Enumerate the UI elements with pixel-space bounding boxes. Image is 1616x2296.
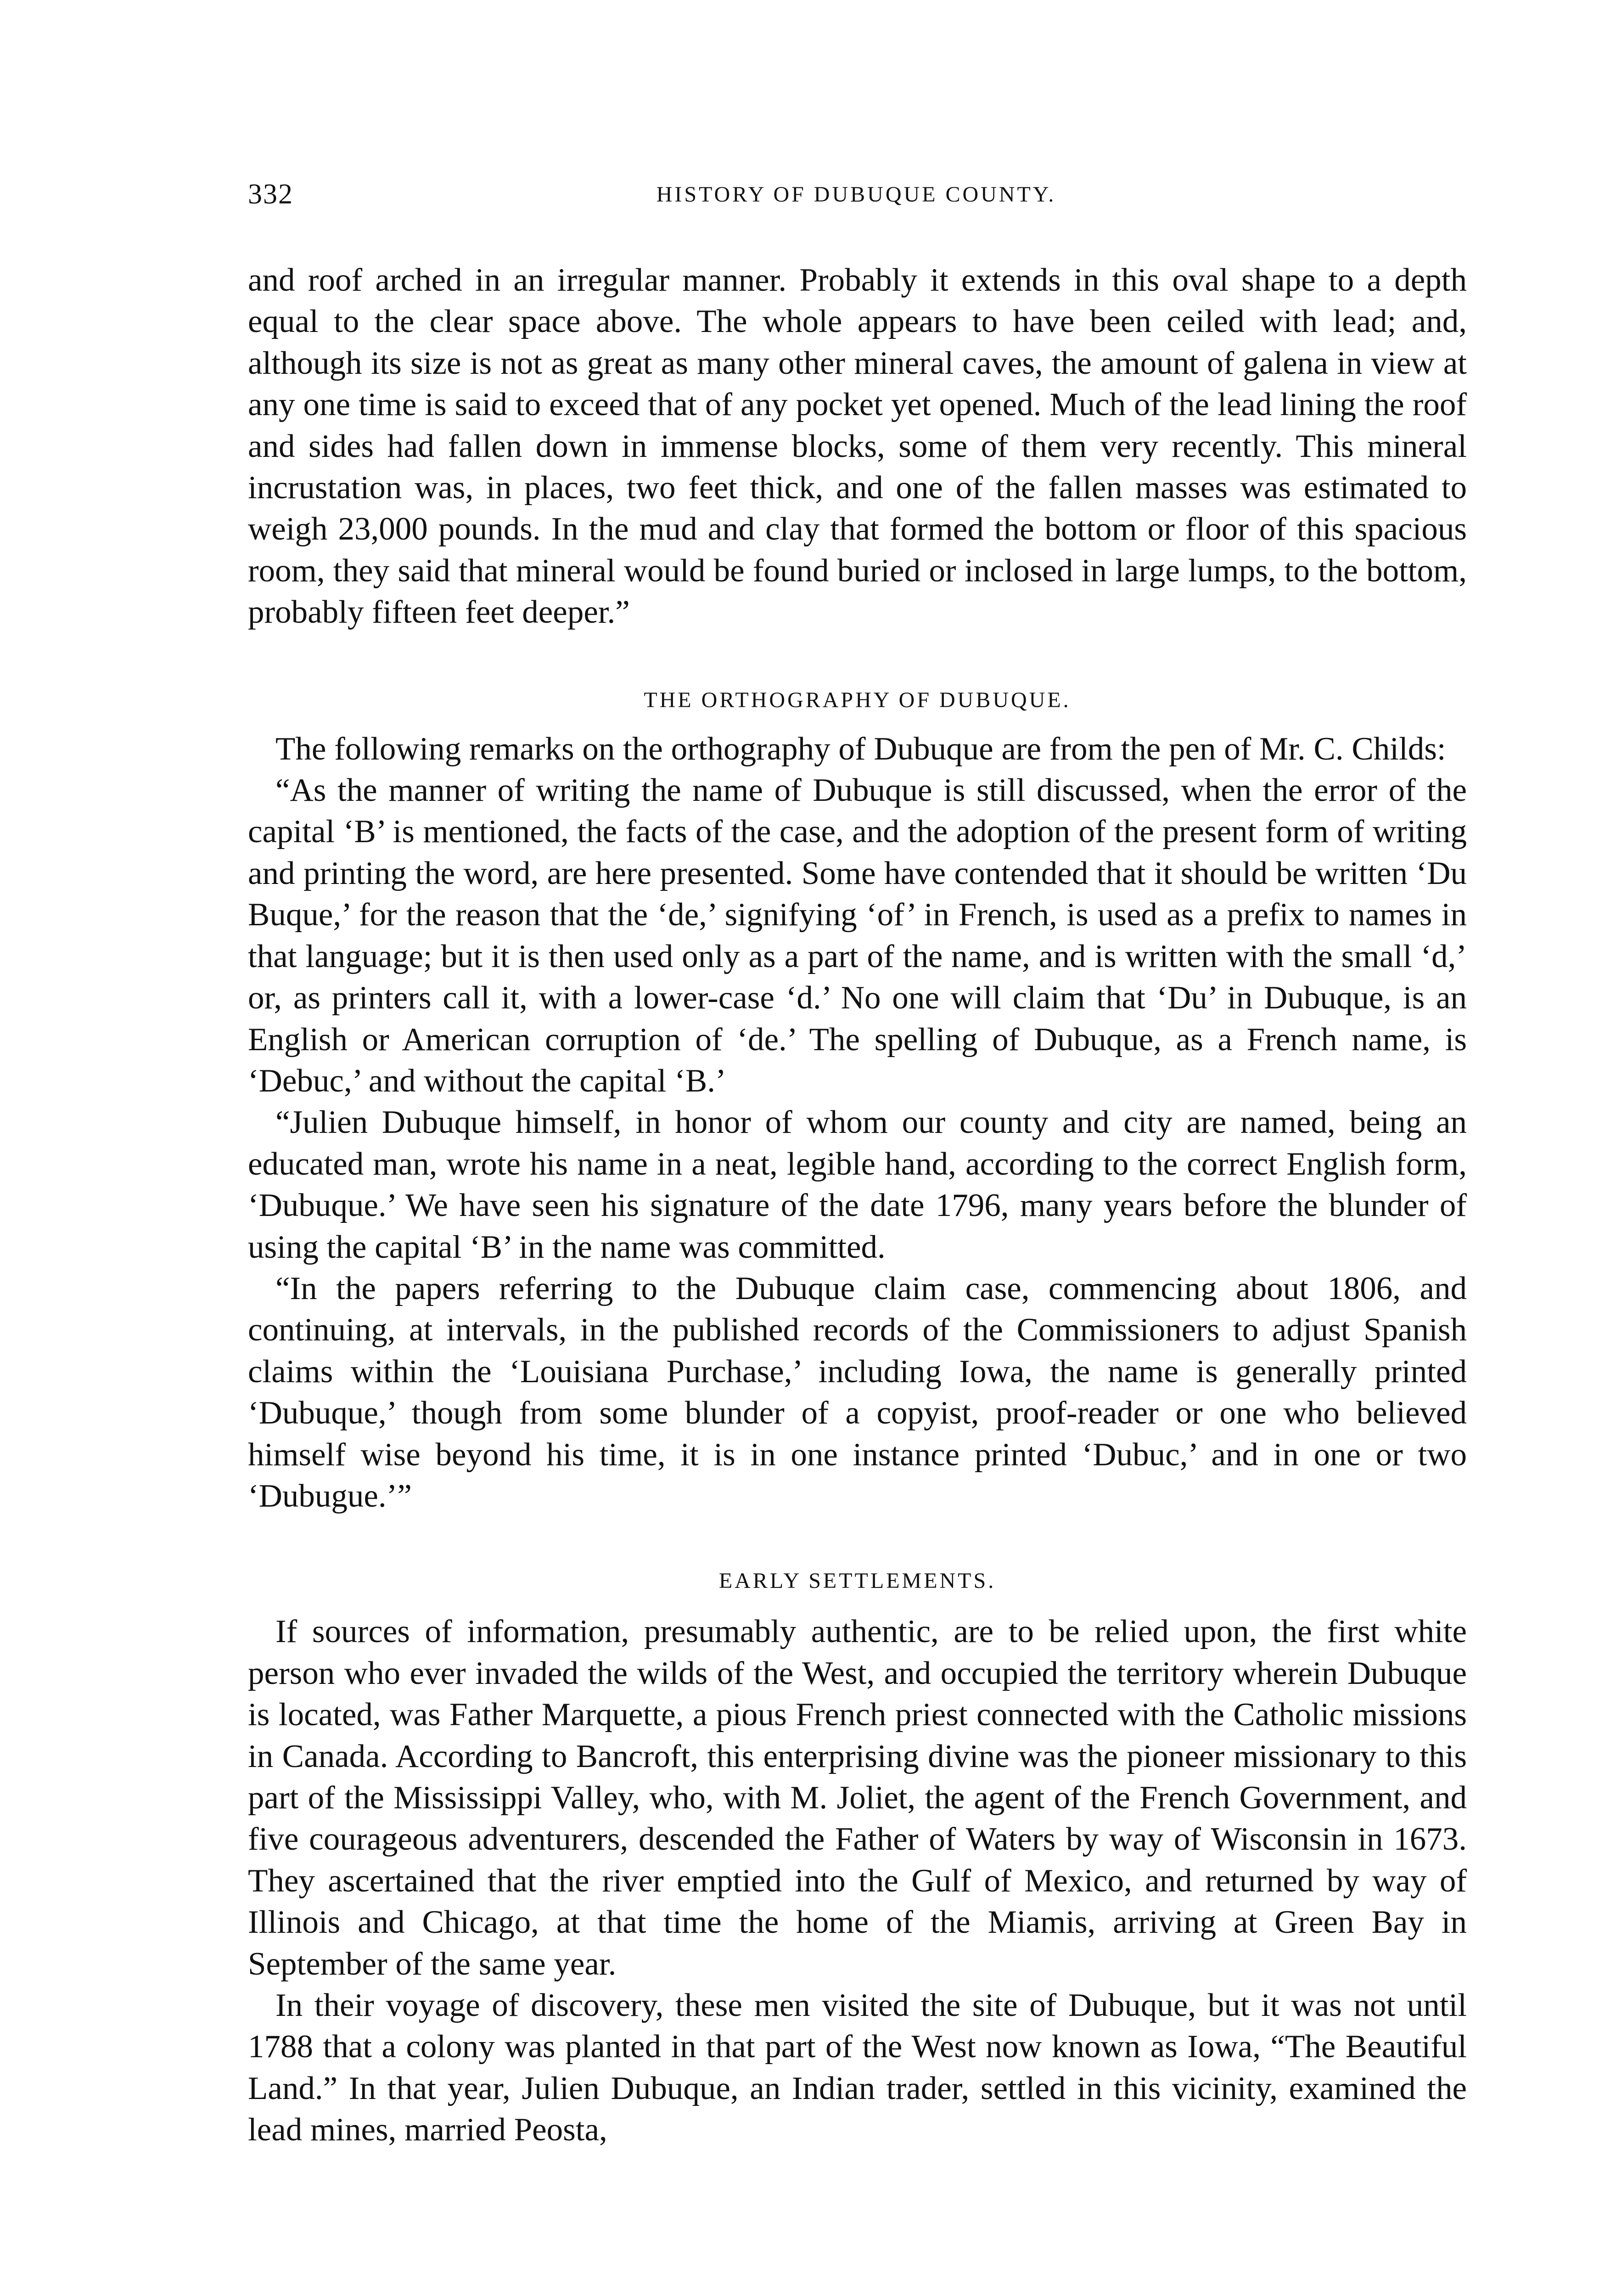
- body-text: [248, 259, 1467, 2151]
- page-number: 332: [248, 179, 293, 210]
- running-head: [248, 178, 1464, 219]
- paragraph-orthography-intro: The following remarks on the orthography of Dubuque are from the pen of Mr. C. Childs:: [275, 731, 1446, 767]
- running-head-title: HISTORY OF DUBUQUE COUNTY.: [656, 182, 1056, 207]
- paragraph-orthography-quote-1: “As the manner of writing the name of Dubuque is still discussed, when the error of the capital ‘B’ is mentioned, the facts of the case, and the adoption of the present form of writing and printing the word, are here presented. Some have contended that it should be written ‘Du Buque,’ for the reason that the ‘de,’ signifying ‘of’ in French, is used as a prefix to names in that language; but it is then used only as a part of the name, and is written with the small ‘d,’ or, as printers call it, with a lower-case ‘d.’ No one will claim that ‘Du’ in Dubuque, is an English or American corruption of ‘de.’ The spelling of Dubuque, as a French name, is ‘Debuc,’ and without the capital ‘B.’: [248, 772, 1467, 1099]
- section-heading-early-settlements: EARLY SETTLEMENTS.: [718, 1569, 996, 1593]
- section-heading-orthography: THE ORTHOGRAPHY OF DUBUQUE.: [644, 687, 1071, 712]
- paragraph-marquette: If sources of information, presumably authentic, are to be relied upon, the first white person who ever invaded the wilds of the West, and occupied the territory wherein Dubuque is located, was Father Marquette, a pious French priest connected with the Catholic missions in Canada. According to Bancroft, this enterprising divine was the pioneer missionary to this part of the Mississippi Valley, who, with M. Joliet, the agent of the French Government, and five courageous adventurers, descended the Father of Waters by way of Wisconsin in 1673. They ascertained that the river emptied into the Gulf of Mexico, and returned by way of Illinois and Chicago, at that time the home of the Miamis, arriving at Green Bay in September of the same year.: [248, 1614, 1467, 1982]
- paragraph-orthography-quote-2: “Julien Dubuque himself, in honor of whom our county and city are named, being an educated man, wrote his name in a neat, legible hand, according to the correct English form, ‘Dubuque.’ We have seen his signature of the date 1796, many years before the blunder of using the capital ‘B’ in the name was committed.: [248, 1104, 1467, 1265]
- paragraph-orthography-quote-3: “In the papers referring to the Dubuque claim case, commencing about 1806, and continuing, at intervals, in the published records of the Commissioners to adjust Spanish claims within the ‘Louisiana Purchase,’ including Iowa, the name is generally printed ‘Dubuque,’ though from some blunder of a copyist, proof-reader or one who believed himself wise beyond his time, it is in one instance printed ‘Dubuc,’ and in one or two ‘Dubugue.’”: [248, 1270, 1467, 1514]
- paragraph-julien-dubuque: In their voyage of discovery, these men visited the site of Dubuque, but it was not until 1788 that a colony was planted in that part of the West now known as Iowa, “The Beautiful Land.” In that year, Julien Dubuque, an Indian trader, settled in this vicinity, examined the lead mines, married Peosta,: [248, 1987, 1467, 2148]
- paragraph-cave-description: and roof arched in an irregular manner. Probably it extends in this oval shape to a depth equal to the clear space above. The whole appears to have been ceiled with lead; and, although its size is not as great as many other mineral caves, the amount of galena in view at any one time is said to exceed that of any pocket yet opened. Much of the lead lining the roof and sides had fallen down in immense blocks, some of them very recently. This mineral incrustation was, in places, two feet thick, and one of the fallen masses was estimated to weigh 23,000 pounds. In the mud and clay that formed the bottom or floor of this spacious room, they said that mineral would be found buried or inclosed in large lumps, to the bottom, probably fifteen feet deeper.”: [248, 262, 1467, 630]
